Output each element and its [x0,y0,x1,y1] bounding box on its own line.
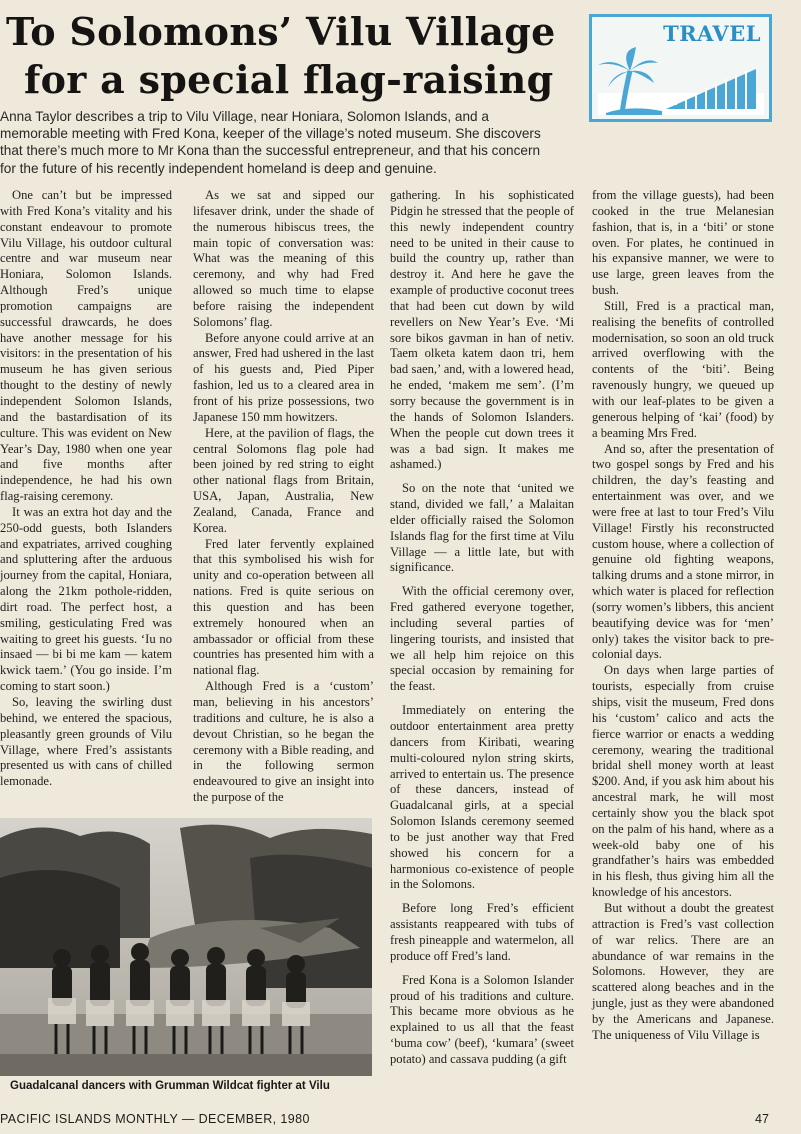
dancers-photo [0,818,372,1076]
paragraph: Before anyone could arrive at an answer, Fred had ushered in the last of his guests and, Pied Piper fashion, led us to a cleared area in front of his prize possessions, two Japanese 150 mm howitzers. [193,330,374,424]
article-column-1 [0,188,172,790]
article-column-4 [592,188,774,1044]
paragraph: Fred Kona is a Solomon Islander proud of his traditions and culture. This became more obvious as he explained to us all that the feast ‘buma cow’ (beef), ‘kumara’ (sweet potato) and cassava pudding (a gift [390,972,574,1066]
headline [6,8,581,104]
paragraph: from the village guests), had been cooked in the true Melanesian fashion, that is, in a ‘biti’ or stone oven. For plates, he continued in his expansive manner, we were to use large, green leaves from the bush. [592,188,774,298]
travel-section-badge [589,14,772,122]
paragraph: So, leaving the swirling dust behind, we entered the spacious, pleasantly green grounds of Vilu Village, where Fred’s assistants presented us with cans of chilled lemonade. [0,695,172,789]
standfirst-line: memorable meeting with Fred Kona, keeper of the village’s noted museum. She discovers [0,126,541,142]
paragraph: Fred later fervently explained that this symbolised his wish for unity and co-operation between all nations. Fred is quite serious on this question and has been extremely honoured when an ambassador or official from these countries has presented him with a national flag. [193,536,374,678]
paragraph: Although Fred is a ‘custom’ man, believing in his ancestors’ traditions and culture, he is also a devout Christian, so he began the ceremony with a Bible reading, and in the following sermon endeavoured to give an insight into the purpose of the [193,679,374,805]
article-column-3 [390,188,574,1068]
paragraph: gathering. In his sophisticated Pidgin he stressed that the people of this newly independent country need to be united in their cause to build the country up, rather than destroy it. And here he gave the example of productive coconut trees that had been cut down by wild revellers on New Year’s Eve. ‘Mi sore bikos gavman in han of netiv. Taem olketa katem daon tri, hem bad saen,’ and, with a lowered head, he ended, ‘makem me sem’. (I’m sorry because the government is in the hands of Solomon Islanders. When the people cut down trees it was a bad sign. It makes me ashamed.) [390,188,574,472]
paragraph: But without a doubt the greatest attraction is Fred’s vast collection of war relics. There are an abundance of war remains in the Solomons. However, they are scattered along beaches and in the jungle, just as they were abandoned by the Americans and Japanese. The uniqueness of Vilu Village is [592,900,774,1042]
palm-tree-and-hotel-icon [596,47,766,117]
paragraph: One can’t but be impressed with Fred Kona’s vitality and his constant endeavour to promote Vilu Village, his outdoor cultural centre and war museum near Honiara, Solomon Islands. Although Fred’s unique promotion campaigns are successful drawcards, he does have another message for his visitors: in the presentation of his museum he has given serious thought to the destiny of newly independent Solomon Islands, and the bastardisation of its culture. This was evident on New Year’s Day, 1980 when one year and five months after independence, he had his own flag-raising ceremony. [0,188,172,504]
paragraph: As we sat and sipped our lifesaver drink, under the shade of the numerous hibiscus trees, the main topic of conversation was: What was the meaning of this ceremony, and why had Fred allowed so much time to elapse before raising the independent Solomons’ flag. [193,188,374,329]
paragraph: Before long Fred’s efficient assistants reappeared with tubs of fresh pineapple and watermelon, all produce off Fred’s land. [390,901,574,963]
publication-footer: PACIFIC ISLANDS MONTHLY — DECEMBER, 1980 [0,1112,310,1126]
paragraph: On days when large parties of tourists, especially from cruise ships, visit the museum, Fred dons his ‘custom’ calico and acts the fierce warrior or enacts a wedding ceremony, wearing the traditional bridal shell money worth at least $200. And, if you ask him about his ancestral mark, he will most certainly show you the black spot on the palm of his hand, where as a week-old baby one of his grandfather’s hairs was embedded in his flesh, thus giving him all the knowledge of his ancestors. [592,663,774,900]
headline-line-2: for a special flag-raising [24,57,554,102]
standfirst-line: for the future of his recently independent homeland is deep and genuine. [0,160,437,176]
article-column-2 [193,188,374,806]
headline-line-1: To Solomons’ Vilu Village [6,9,556,54]
paragraph: And so, after the presentation of two gospel songs by Fred and his children, the day’s feasting and entertainment was over, and we were free at last to tour Fred’s Vilu Village! Firstly his reconstructed custom house, where a collection of genuine old fighting weapons, talking drums and a stone mirror, in which water is placed for reflection (sorry women’s libbers, this ancient beautifying device was for ‘men’ only) takes the visitor back to pre-colonial days. [592,441,774,662]
paragraph: So on the note that ‘united we stand, divided we fall,’ a Malaitan elder officially raised the Solomon Islands flag for the first time at Vilu Village — a little late, but with significance. [390,481,574,575]
paragraph: Still, Fred is a practical man, realising the benefits of controlled modernisation, so soon an old truck arrived overflowing with the contents of the ‘biti’. Being ravenously hungry, we queued up with our leaf-plates to be given a generous helping of ‘kai’ (food) by a beaming Mrs Fred. [592,298,774,440]
paragraph: It was an extra hot day and the 250-odd guests, both Islanders and expatriates, arrived coughing and spluttering after the arduous journey from the capital, Honiara, along the 21km pothole-ridden, dirt road. The perfect host, a smiling, gesticulating Fred was waiting to greet his guests. ‘Iu no insaed — bi bi me kam — katem kwick taem.’ (You go inside. I’m coming to start soon.) [0,504,172,694]
standfirst-line: that there’s much more to Mr Kona than the successful entrepreneur, and that his concern [0,143,541,159]
travel-label: TRAVEL [663,21,761,46]
paragraph: Here, at the pavilion of flags, the central Solomons flag pole had been joined by red string to eight other national flags from Britain, USA, Japan, Australia, New Zealand, Canada, France and Korea. [193,425,374,535]
page-number: 47 [755,1112,769,1126]
photo-caption: Guadalcanal dancers with Grumman Wildcat fighter at Vilu [10,1080,330,1092]
paragraph: Immediately on entering the outdoor entertainment area pretty dancers from Kiribati, wearing multi-coloured nylon string skirts, arrived to entertain us. The presence of these dancers, instead of Guadalcanal girls, at a special Solomon Islands ceremony seemed to be just another way that Fred showed his concern for a harmonious co-existence of people in the Solomons. [390,703,574,892]
standfirst-line: Anna Taylor describes a trip to Vilu Village, near Honiara, Solomon Islands, and a [0,109,489,124]
standfirst [0,108,580,177]
paragraph: With the official ceremony over, Fred gathered everyone together, including several parties of lingering tourists, and insisted that we all help him rejoice on this special occasion by remaining for the feast. [390,584,574,694]
